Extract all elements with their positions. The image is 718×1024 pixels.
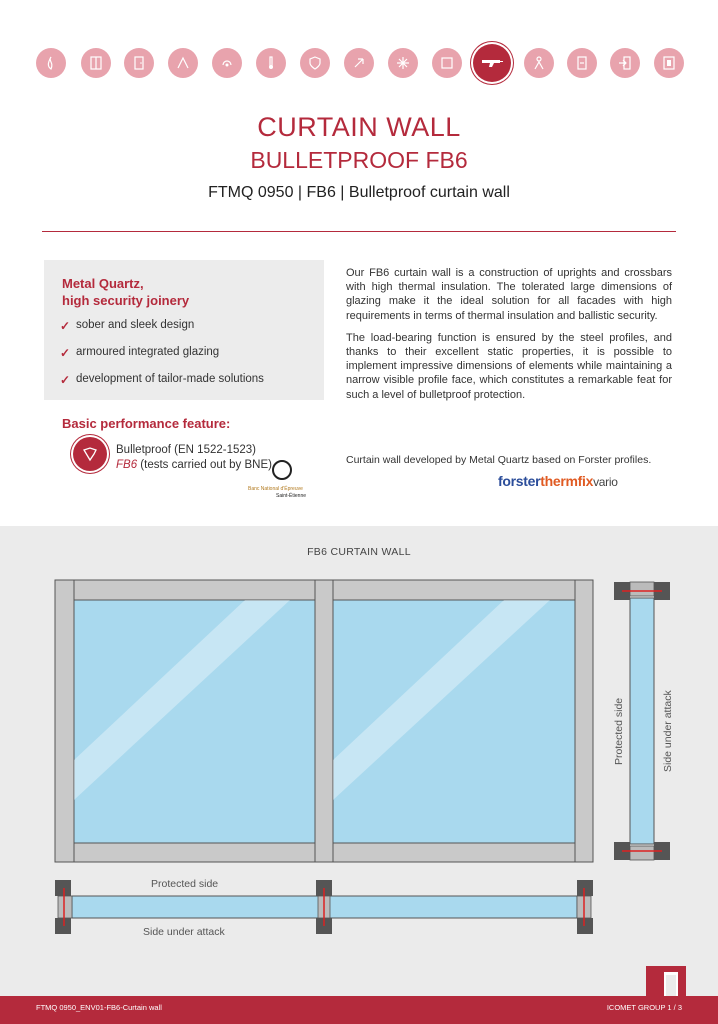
check-icon: ✓ bbox=[60, 319, 71, 333]
bne-name: Banc National d'Épreuve bbox=[248, 486, 303, 492]
performance-heading: Basic performance feature: bbox=[62, 416, 231, 431]
description-paragraph: The load-bearing function is ensured by the steel profiles, and thanks to their excellent static properties, it is possible to implement impressive dimensions of elements while maintaining a narrow visible profile face, which constitutes a remarkable feat for such a level of bulletproof protection. bbox=[346, 331, 672, 401]
horizontal-section bbox=[55, 878, 593, 938]
diagram-title: FB6 CURTAIN WALL bbox=[307, 546, 411, 558]
glass-pane-right bbox=[333, 600, 575, 843]
logo-forster: forster bbox=[498, 473, 541, 489]
side-under-attack-label-vertical: Side under attack bbox=[662, 690, 674, 772]
protected-side-label-vertical: Protected side bbox=[613, 697, 625, 765]
list-item-label: armoured integrated glazing bbox=[76, 346, 220, 358]
performance-class-code: FB6 bbox=[116, 459, 138, 471]
features-heading-line2: high security joinery bbox=[62, 293, 190, 308]
check-icon: ✓ bbox=[60, 373, 71, 387]
list-item-label: sober and sleek design bbox=[76, 319, 195, 331]
glass-pane-left bbox=[74, 600, 315, 843]
page-title: CURTAIN WALL bbox=[257, 112, 461, 142]
footer-doc-ref: FTMQ 0950_ENV01-FB6-Curtain wall bbox=[36, 1003, 162, 1012]
performance-standard: Bulletproof (EN 1522-1523) bbox=[116, 444, 256, 456]
footer-page-info: ICOMET GROUP 1 / 3 bbox=[606, 1003, 682, 1012]
bne-city: Saint-Étienne bbox=[276, 493, 307, 499]
footer bbox=[0, 996, 718, 1024]
icomet-logo bbox=[646, 966, 686, 996]
front-elevation bbox=[55, 580, 593, 862]
vertical-section bbox=[613, 582, 674, 860]
developed-by: Curtain wall developed by Metal Quartz based on Forster profiles. bbox=[346, 454, 652, 466]
logo-vario: vario bbox=[593, 475, 618, 489]
page-subtitle: FTMQ 0950 | FB6 | Bulletproof curtain wall bbox=[208, 184, 510, 201]
performance-class-note: (tests carried out by BNE) bbox=[137, 459, 272, 471]
features-heading-line1: Metal Quartz, bbox=[62, 276, 144, 291]
list-item-label: development of tailor-made solutions bbox=[76, 373, 264, 385]
check-icon: ✓ bbox=[60, 346, 71, 360]
protected-side-label: Protected side bbox=[151, 878, 219, 890]
logo-thermfix: thermfix bbox=[540, 473, 594, 489]
side-under-attack-label: Side under attack bbox=[143, 926, 225, 938]
page-title-line2: BULLETPROOF FB6 bbox=[250, 147, 468, 173]
description-paragraph: Our FB6 curtain wall is a construction of uprights and crossbars with high thermal insulation. The tolerated large dimensions of glazing make it the ideal solution for all facades with high requirements in terms of thermal insulation and ballistic security. bbox=[346, 267, 672, 322]
